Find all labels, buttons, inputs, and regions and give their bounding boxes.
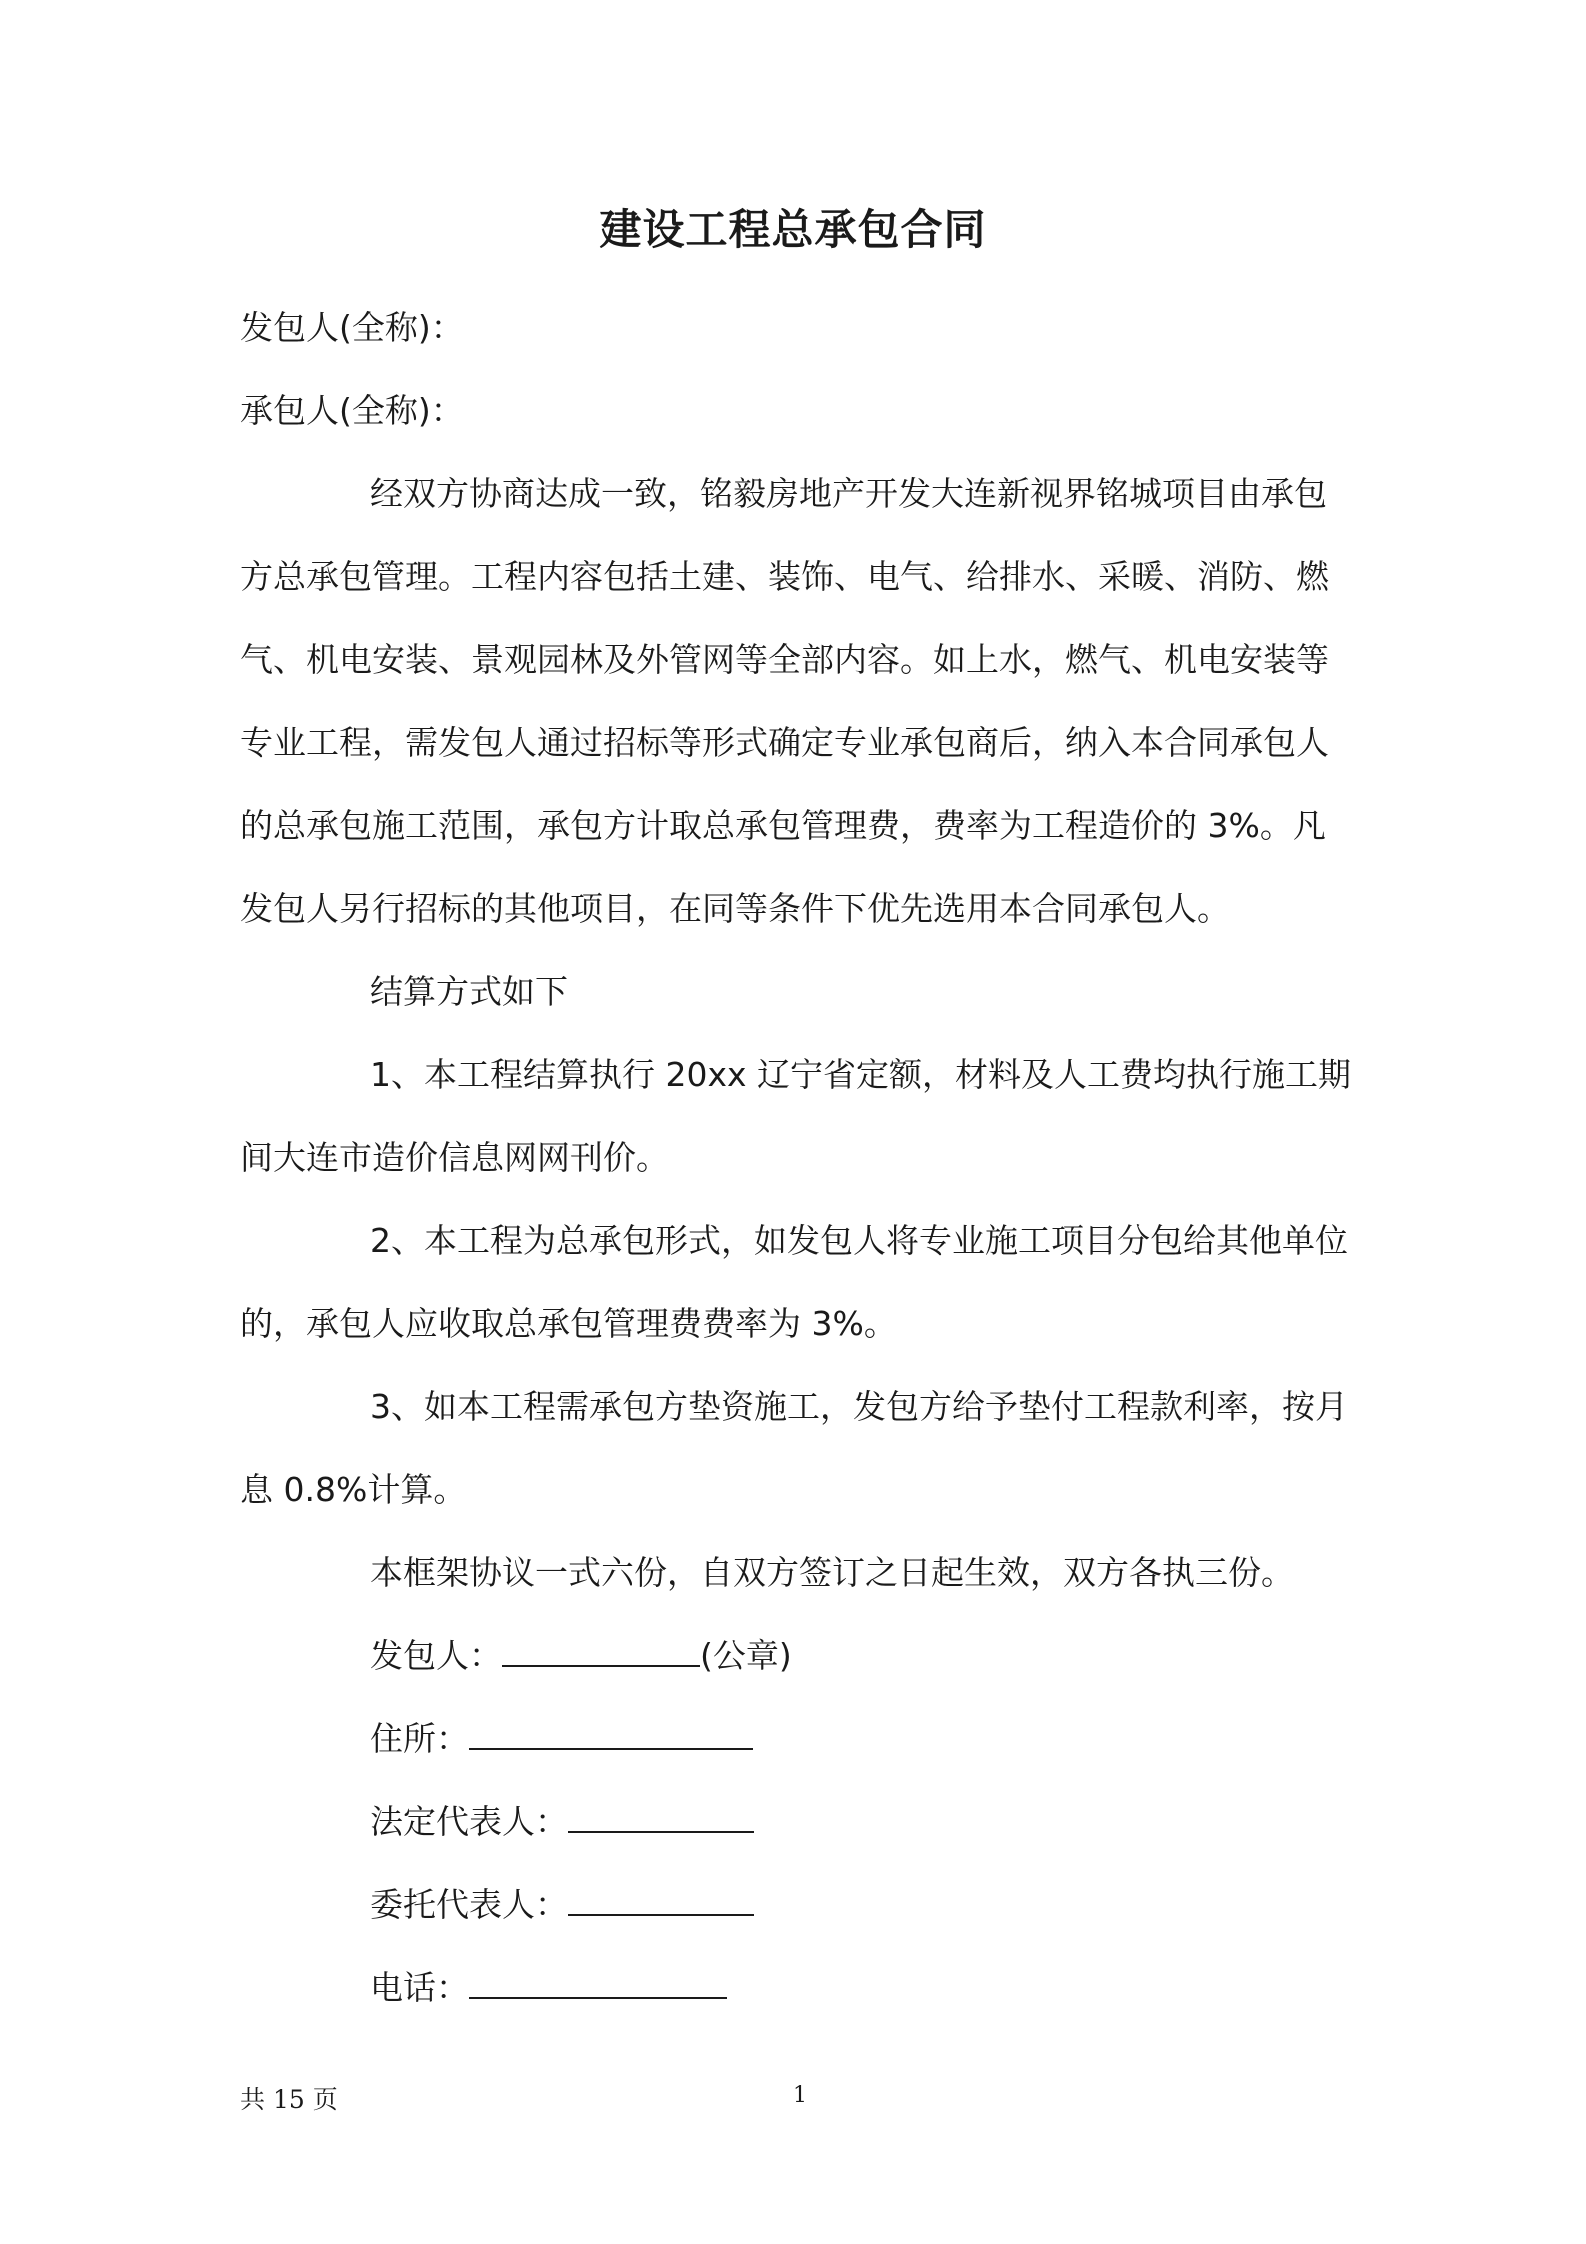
settlement-heading: 结算方式如下 — [370, 972, 568, 1011]
clause-3: 3、如本工程需承包方垫资施工，发包方给予垫付工程款利率，按月息 0.8%计算。 — [240, 1387, 1348, 1509]
employer-blank — [502, 1631, 700, 1667]
clause-1: 1、本工程结算执行 20xx 辽宁省定额，材料及人工费均执行施工期间大连市造价信息网网刊价。 — [240, 1055, 1352, 1177]
party-a-line: 发包人(全称)： — [240, 308, 464, 347]
party-b-line: 承包人(全称)： — [240, 391, 464, 430]
phone-label: 电话： — [370, 1968, 469, 2007]
clause-2: 2、本工程为总承包形式，如发包人将专业施工项目分包给其他单位的，承包人应收取总承包管理费费率为 3%。 — [240, 1221, 1348, 1343]
document-title: 建设工程总承包合同 — [599, 205, 987, 254]
employer-signature-line — [370, 1614, 1354, 1697]
agent-label: 委托代表人： — [370, 1885, 568, 1924]
total-pages-footer: 共 15 页 — [240, 2085, 338, 2114]
address-label: 住所： — [370, 1719, 469, 1758]
employer-seal-label: (公章) — [700, 1636, 792, 1675]
page-number: 1 — [793, 2083, 807, 2108]
document-body — [240, 286, 1354, 2029]
agent-signature-line — [370, 1863, 1354, 1946]
address-signature-line — [370, 1697, 1354, 1780]
employer-label: 发包人： — [370, 1636, 502, 1675]
agent-blank — [568, 1880, 754, 1916]
agreement-copies: 本框架协议一式六份，自双方签订之日起生效，双方各执三份。 — [370, 1553, 1294, 1592]
address-blank — [469, 1714, 753, 1750]
phone-blank — [469, 1963, 727, 1999]
legal-rep-signature-line — [370, 1780, 1354, 1863]
phone-signature-line — [370, 1946, 1354, 2029]
legal-rep-blank — [568, 1797, 754, 1833]
main-paragraph: 经双方协商达成一致，铭毅房地产开发大连新视界铭城项目由承包方总承包管理。工程内容包括土建、装饰、电气、给排水、采暖、消防、燃气、机电安装、景观园林及外管网等全部内容。如上水，燃气、机电安装等专业工程，需发包人通过招标等形式确定专业承包商后，纳入本合同承包人的总承包施工范围，承包方计取总承包管理费，费率为工程造价的 3%。凡发包人另行招标的其他项目，在同等条件下优先选用本合同承包人。 — [240, 474, 1329, 928]
legal-rep-label: 法定代表人： — [370, 1802, 568, 1841]
